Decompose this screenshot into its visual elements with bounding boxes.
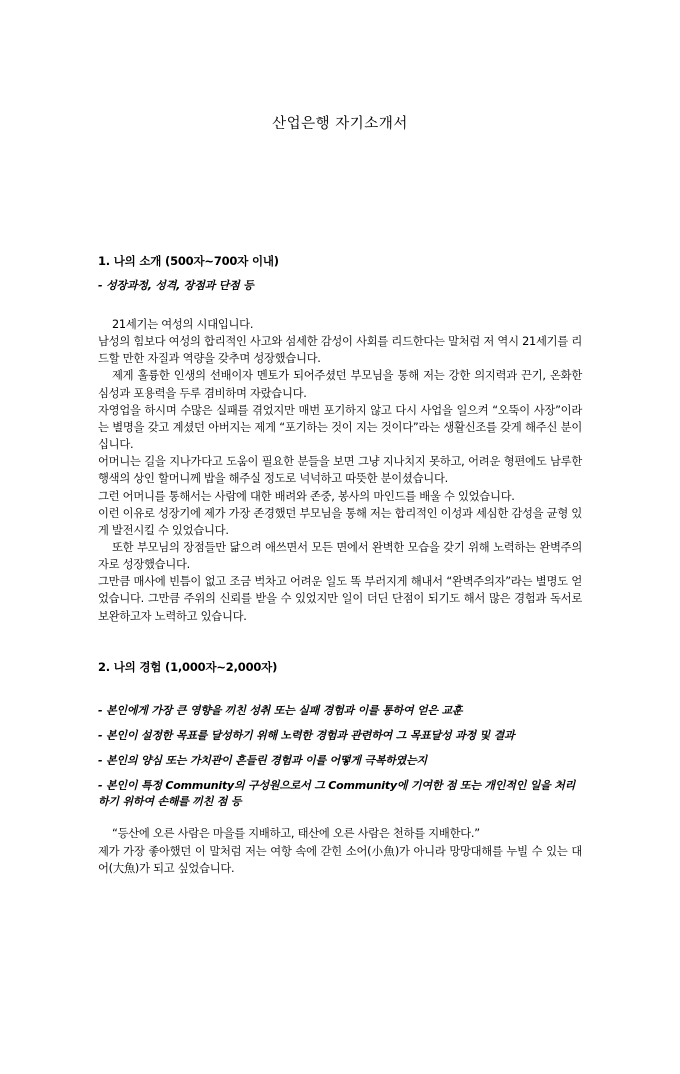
- section-subheading-list: [98, 278, 582, 294]
- section-heading: 2. 나의 경험 (1,000자~2,000자): [98, 659, 278, 674]
- section-body: [98, 825, 582, 876]
- section-spacer: [98, 809, 582, 825]
- section-body: [98, 316, 582, 625]
- page-title: 산업은행 자기소개서: [272, 116, 408, 132]
- section-subheading: - 본인이 설정한 목표를 달성하기 위해 노력한 경험과 관련하여 그 목표달성 과정 및 결과: [98, 728, 515, 742]
- section-self-introduction: [98, 253, 582, 625]
- paragraph: 이런 이유로 성장기에 제가 가장 존경했던 부모님을 통해 저는 합리적인 이성과 세심한 감성을 균형 있게 발전시킬 수 있었습니다.: [98, 506, 582, 537]
- document-page: [0, 112, 680, 1074]
- paragraph: 그런 어머니를 통해서는 사람에 대한 배려와 존중, 봉사의 마인드를 배울 수 있었습니다.: [98, 489, 515, 503]
- paragraph: 또한 부모님의 장점들만 닮으려 애쓰면서 모든 면에서 완벽한 모습을 갖기 위해 노력하는 완벽주의자로 성장했습니다.: [98, 540, 582, 572]
- section-heading: 1. 나의 소개 (500자~700자 이내): [98, 254, 279, 268]
- title-spacer: [98, 133, 582, 253]
- section-subheading: - 본인에게 가장 큰 영향을 끼친 성취 또는 실패 경험과 이를 통하여 얻은 교훈: [98, 703, 463, 717]
- paragraph: 21세기는 여성의 시대입니다.: [112, 317, 254, 331]
- paragraph: 자영업을 하시며 수많은 실패를 겪었지만 매번 포기하지 않고 다시 사업을 일으켜 “오뚝이 사장”이라는 별명을 갖고 계셨던 아버지는 제게 “포기하는 것이 지는 것이다”라는 생활신조를 갖게 해주신 분이십니다.: [98, 403, 582, 452]
- paragraph: 남성의 힘보다 여성의 합리적인 사고와 섬세한 감성이 사회를 리드한다는 말처럼 저 역시 21세기를 리드할 만한 자질과 역량을 갖추며 성장했습니다.: [98, 335, 582, 366]
- paragraph: 그만큼 매사에 빈틈이 없고 조금 벅차고 어려운 일도 똑 부러지게 해내서 “완벽주의자”라는 별명도 얻었습니다. 그만큼 주위의 신뢰를 받을 수 있었지만 일이 더딘 단점이 되기도 해서 많은 경험과 독서로 보완하고자 노력하고 있습니다.: [98, 575, 582, 623]
- between-sections-spacer: [98, 625, 582, 659]
- paragraph: 제게 훌륭한 인생의 선배이자 멘토가 되어주셨던 부모님을 통해 저는 강한 의지력과 끈기, 온화한 심성과 포용력을 두루 겸비하며 자랐습니다.: [98, 369, 582, 400]
- paragraph: “등산에 오른 사람은 마을를 지배하고, 태산에 오른 사람은 천하를 지배한다.”: [112, 827, 480, 841]
- section-subheading: - 본인의 양심 또는 가치관이 흔들린 경험과 이를 어떻게 극복하였는지: [98, 753, 427, 767]
- section-experience: [98, 659, 582, 877]
- section-subheading: - 성장과정, 성격, 장점과 단점 등: [98, 279, 254, 292]
- paragraph: 어머니는 길을 지나가다고 도움이 필요한 분들을 보면 그냥 지나치지 못하고, 어려운 형편에도 남루한 행색의 상인 할머니께 밥을 해주실 정도로 넉넉하고 따뜻한 분이셨습니다.: [98, 455, 582, 486]
- section-spacer: [98, 294, 582, 316]
- paragraph: 제가 가장 좋아했던 이 말처럼 저는 여항 속에 갇힌 소어(小魚)가 아니라 망망대해를 누빌 수 있는 대어(大魚)가 되고 싶었습니다.: [98, 844, 582, 875]
- section-subheading-list: [98, 703, 582, 810]
- heading-spacer: [98, 675, 582, 694]
- section-subheading: - 본인이 특정 Community의 구성원으로서 그 Community에 기여한 점 또는 개인적인 일을 처리하기 위하여 손해를 끼친 점 등: [98, 778, 576, 808]
